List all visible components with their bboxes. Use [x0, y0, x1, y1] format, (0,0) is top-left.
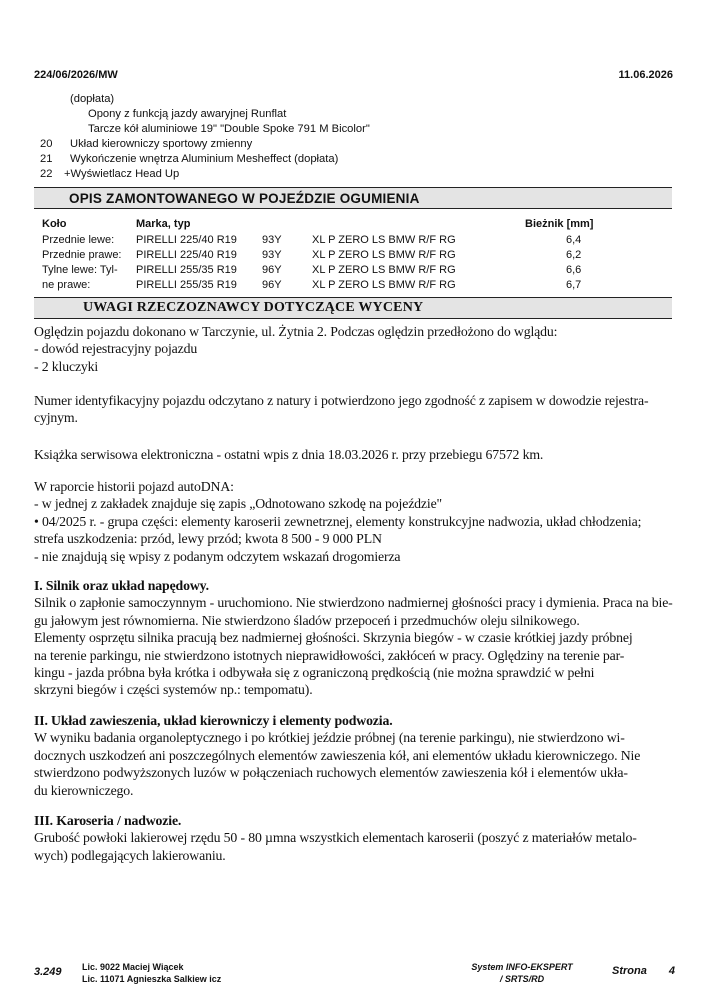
system-name: System INFO-EKSPERT — [471, 962, 573, 972]
remarks-section-title: UWAGI RZECZOZNAWCY DOTYCZĄCE WYCENY — [83, 300, 424, 315]
remarks-section-header — [34, 297, 672, 319]
paragraph-service-book: Książka serwisowa elektroniczna - ostatni wpis z dnia 18.03.2026 r. przy przebiegu 67572 km. — [34, 447, 544, 462]
paragraph-autodna: W raporcie historii pojazd autoDNA: - w jednej z zakładek znajduje się zapis „Odnotowano szkodę na pojeździe" • 04/2025 r. - grupa części: elementy karoserii zewnetrznej, elementy konstrukcyjne nadwozia, układ chłodzenia; strefa uszkodzenia: przód, lewy przód; kwota 8 500 - 9 000 PLN - nie znajdują się wpisy z podanym odczytem wskazań drogomierza — [34, 479, 642, 564]
license-line-2: Lic. 11071 Agnieszka Salkiew icz — [82, 974, 222, 984]
document-number: 224/06/2026/MW — [34, 69, 118, 81]
section-title: I. Silnik oraz układ napędowy. — [34, 578, 209, 593]
table-row: ne prawe: PIRELLI 255/35 R19 96Y XL P ZERO LS BMW R/F RG 6,7 — [42, 279, 582, 291]
page-code: 3.249 — [34, 966, 62, 978]
col-tread-header: Bieżnik [mm] — [525, 218, 594, 230]
page-number: 4 — [668, 965, 675, 977]
license-line-1: Lic. 9022 Maciej Wiącek — [82, 962, 184, 972]
page-label: Strona 4 — [612, 965, 675, 977]
section-engine: I. Silnik oraz układ napędowy. Silnik o zapłonie samoczynnym - uruchomiono. Nie stwierdzono nadmiernej głośności pracy i dymienia. Praca na bie- gu jałowym jest równomierna. Nie stwierdzono śladów przepoceń i przedmuchów oleju silnikowego. Elementy osprzętu silnika pracują bez nadmiernej głośności. Skrzynia biegów - w czasie krótkiej jazdy próbnej na terenie parkingu, nie stwierdzono istotnych nieprawidłowości, zakłóceń w pracy. Oględziny na terenie par- kingu - jazda próbna była krótka i odbywała się z ograniczoną prędkością (nie można sprawdzić w pełni skrzyni biegów i części systemów np.: tempomatu). — [34, 578, 673, 698]
col-wheel-header: Koło — [42, 218, 67, 230]
section-title: III. Karoseria / nadwozie. — [34, 813, 182, 828]
page-footer — [0, 960, 707, 990]
remarks-body — [34, 323, 674, 375]
document-date: 11.06.2026 — [618, 69, 673, 81]
table-row: Tylne lewe: Tyl- PIRELLI 255/35 R19 96Y XL P ZERO LS BMW R/F RG 6,6 — [42, 264, 582, 276]
section-suspension: II. Układ zawieszenia, układ kierowniczy i elementy podwozia. W wyniku badania organoleptycznego i po krótkiej jeździe próbnej (na terenie parkingu), nie stwierdzono wi- docznych uszkodzeń ani poszczególnych elementów zawieszenia kół, ani elementów układu kierowniczego. Nie stwierdzono podwyższonych luzów w połączeniach ruchowych elementów zawieszenia kół i elementów ukła- du kierowniczego. — [34, 712, 674, 799]
equipment-list: (dopłata) Opony z funkcją jazdy awaryjnej Runflat Tarcze kół aluminiowe 19" "Double Spoke 791 M Bicolor" 20 Układ kierowniczy sportowy zmienny 21 Wykończenie wnętrza Aluminium Mesheffect (dopłata) 22 +Wyświetlacz Head Up — [40, 93, 370, 180]
section-title: II. Układ zawieszenia, układ kierowniczy i elementy podwozia. — [34, 713, 393, 728]
paragraph-inspection: Oględzin pojazdu dokonano w Tarczynie, ul. Żytnia 2. Podczas oględzin przedłożono do wglądu: - dowód rejestracyjny pojazdu - 2 kluczyki — [34, 324, 558, 374]
paragraph-vin: Numer identyfikacyjny pojazdu odczytano z natury i potwierdzono jego zgodność z zapisem w dowodzie rejestra- cyjnym. — [34, 393, 649, 426]
table-row: Przednie prawe: PIRELLI 225/40 R19 93Y XL P ZERO LS BMW R/F RG 6,2 — [42, 249, 582, 261]
tyres-table — [0, 234, 707, 296]
tyres-section-header — [34, 187, 672, 209]
system-code: / SRTS/RD — [499, 974, 545, 984]
col-brand-header: Marka, typ — [136, 218, 191, 230]
table-row: Przednie lewe: PIRELLI 225/40 R19 93Y XL P ZERO LS BMW R/F RG 6,4 — [42, 234, 582, 246]
tyres-section-title: OPIS ZAMONTOWANEGO W POJEŹDZIE OGUMIENIA — [69, 191, 420, 206]
section-body: III. Karoseria / nadwozie. Grubość powłoki lakierowej rzędu 50 - 80 µmna wszystkich elementach karoserii (poszyć z materiałów metalo- wych) podlegających lakierowaniu. — [34, 812, 674, 864]
